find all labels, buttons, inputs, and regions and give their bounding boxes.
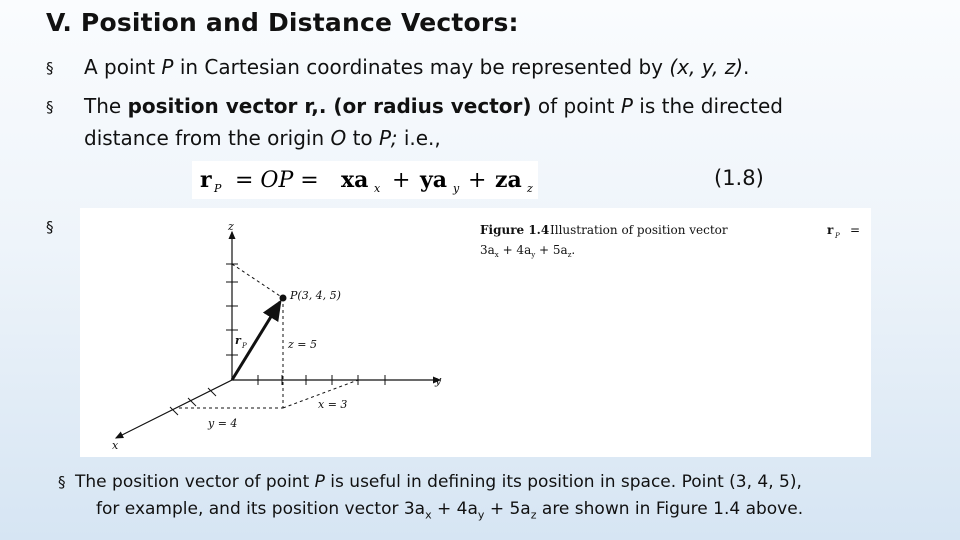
z-axis-label: z [228, 220, 234, 233]
bullet-2-mid: of point [531, 94, 621, 118]
bullet-2-end: is the directed [632, 94, 783, 118]
eq-op: = OP = [235, 168, 319, 193]
slide-title: V. Position and Distance Vectors: [46, 8, 519, 37]
eq-sub-z: z [527, 182, 533, 195]
bullet-1-end: . [743, 55, 750, 79]
y-eq-label: y = 4 [208, 417, 238, 430]
sub-x: x [425, 508, 432, 522]
plus-4a: + 4a [431, 499, 478, 519]
bullet-2-line-1 [84, 92, 783, 121]
bullet-2-pre: The [84, 94, 128, 118]
sub-z: z [530, 508, 537, 522]
x-eq-label: x = 3 [318, 398, 348, 411]
bullet-4-line-2 [96, 499, 803, 521]
bullet-2-line-2 [84, 124, 441, 153]
caption-figure-number: Figure 1.4 [480, 223, 550, 237]
position-vector-term: position vector r [127, 94, 312, 118]
bullet-4-line1-end: is useful in defining its position in space. Point (3, 4, 5), [324, 472, 802, 492]
equation-number: (1.8) [714, 166, 764, 190]
caption-r: r [827, 223, 834, 237]
point-p: P; [379, 126, 398, 150]
bullet-1-text-mid: in Cartesian coordinates may be represented by [173, 55, 670, 79]
eq-sub-y: y [453, 182, 460, 195]
bullet-4-line-1 [75, 472, 802, 492]
point-label: P(3, 4, 5) [290, 289, 341, 302]
y-axis-label: y [435, 374, 442, 387]
equation-image [192, 161, 538, 199]
x-axis-label: x [112, 439, 119, 452]
caption-r-sub: P [835, 232, 840, 240]
eq-plus-2: + [468, 168, 487, 193]
caption-equals: = [850, 223, 861, 237]
bullet-4-pre: The position vector of point [75, 472, 315, 492]
eq-term-z: za [495, 167, 522, 193]
caption-line2-3a: $3a_x + 4a_y + 5a_z$. [480, 243, 576, 259]
coords: (x, y, z) [669, 55, 744, 79]
origin-o: O [330, 126, 347, 150]
square-bullet-icon: § [46, 59, 54, 77]
radius-vector-term: ,. (or radius vector) [311, 94, 532, 118]
eq-term-x: xa [341, 167, 369, 193]
bullet-2-line2-pre: distance from the origin [84, 126, 331, 150]
eq-term-y: ya [420, 167, 448, 193]
point-p: P [314, 472, 325, 492]
point-p: P [161, 55, 174, 79]
eq-sub-x: x [374, 182, 381, 195]
bullet-4-line2-end: are shown in Figure 1.4 above. [536, 499, 804, 519]
point-p: P [620, 94, 633, 118]
eq-plus-1: + [392, 168, 411, 193]
z-eq-label: z = 5 [288, 338, 318, 351]
square-bullet-icon: § [58, 473, 66, 491]
eq-r-sub: P [214, 182, 222, 195]
bullet-2-line2-end: i.e., [397, 126, 441, 150]
plus-5a: + 5a [484, 499, 531, 519]
bullet-1 [84, 53, 749, 82]
figure-1-4 [80, 208, 871, 457]
bullet-4-line2-pre: for example, and its position vector 3a [96, 499, 426, 519]
bullet-1-text: A point [84, 55, 162, 79]
eq-r: r [200, 167, 212, 193]
sub-y: y [477, 508, 485, 522]
vector-label-sub: P [242, 342, 247, 350]
square-bullet-icon: § [46, 218, 54, 236]
vector-label: r [235, 334, 241, 347]
bullet-2-to: to [346, 126, 380, 150]
caption-text: Illustration of position vector [550, 223, 728, 237]
point-p-dot [280, 295, 286, 301]
square-bullet-icon: § [46, 98, 54, 116]
